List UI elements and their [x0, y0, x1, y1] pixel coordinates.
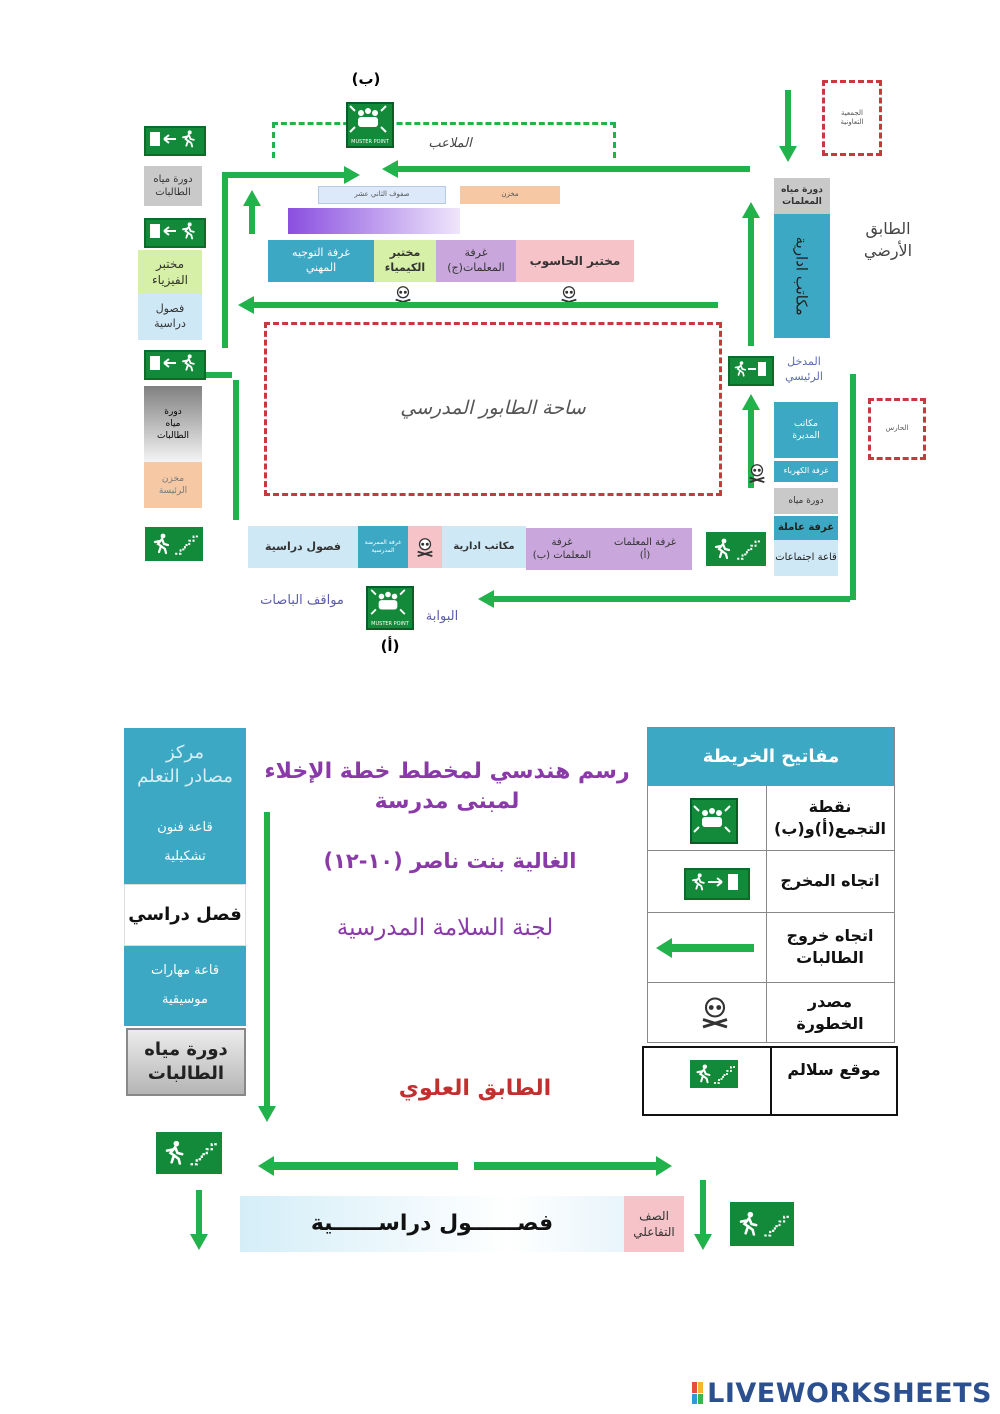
muster-text: MUSTER POINT — [351, 139, 389, 145]
exit-sign-icon — [144, 126, 206, 156]
stairs-icon — [156, 1132, 222, 1174]
legend-divider — [766, 786, 767, 1042]
legend-label-muster: نقطة التجمع(أ)و(ب) — [774, 797, 886, 838]
stairs-icon — [145, 527, 203, 561]
upper-classes: فصــــــول دراســــــية — [240, 1196, 624, 1252]
route-line — [748, 216, 754, 346]
upper-music: قاعة مهارات موسيقية — [124, 946, 246, 1026]
room-teachers-a: غرفة المعلمات (أ) — [598, 528, 692, 570]
route-line — [396, 166, 750, 172]
guard-box: الحارس — [868, 398, 926, 460]
skull-icon — [746, 462, 768, 484]
route-line — [492, 596, 850, 602]
arrow-left-icon — [382, 160, 398, 178]
room-head-store: مخزن الرئيسة — [144, 462, 202, 508]
route-line — [700, 1180, 706, 1236]
room-teachers-c: غرفة المعلمات(ج) — [436, 240, 516, 282]
room-career: غرفة التوجيه المهني — [268, 240, 374, 282]
assembly-yard: ساحة الطابور المدرسي — [264, 322, 722, 496]
route-line — [264, 812, 270, 1108]
fields-label: الملاعب — [428, 136, 472, 152]
room-principal: مكاتب المديرة — [774, 402, 838, 458]
room-computer: مختبر الحاسوب — [516, 240, 634, 282]
room-electric: غرفة الكهرباء — [774, 460, 838, 482]
room-admin-bottom: مكاتب ادارية — [442, 526, 526, 568]
arrow-up-icon — [742, 202, 760, 218]
upper-lrc-title: مركز مصادر التعلم — [124, 728, 246, 802]
title-line1: رسم هندسي لمخطط خطة الإخلاء لمبنى مدرسة — [264, 759, 630, 814]
room-toilet: دورة مياه — [774, 488, 838, 514]
room-toilet-teachers: دورة مياه المعلمات — [774, 178, 830, 214]
muster-point-icon — [690, 798, 738, 844]
route-line — [474, 1162, 658, 1170]
stairs-icon — [730, 1202, 794, 1246]
legend-header: مفاتيح الخريطة — [648, 728, 894, 786]
exit-sign-icon — [144, 350, 206, 380]
stairs-icon — [706, 532, 766, 566]
muster-point-a-label: (أ) — [380, 636, 400, 655]
exit-sign-icon — [728, 356, 774, 386]
muster-text: MUSTER POINT — [371, 621, 409, 627]
title-line3: لجنة السلامة المدرسية — [336, 915, 554, 942]
main-entrance-label: المدخل الرئيسي — [785, 355, 823, 383]
arrow-right-icon — [344, 166, 360, 184]
legend-label-hazard: مصدر الخطورة — [796, 992, 864, 1033]
arrow-down-icon — [694, 1234, 712, 1250]
room-grade12: صفوف الثاني عشر — [318, 186, 446, 204]
route-line — [222, 172, 228, 348]
legend-label-stairs: موقع سلالم — [787, 1060, 881, 1080]
brand-logo — [692, 1378, 992, 1408]
route-line — [233, 380, 239, 520]
room-teachers-b: غرفة المعلمات (ب) — [526, 528, 598, 570]
muster-point-b-label: (ب) — [351, 69, 381, 88]
title-line2: الغالية بنت ناصر (١٠-١٢) — [323, 848, 577, 873]
upper-toilet: دورة مياه الطالبات — [126, 1028, 246, 1096]
arrow-left-icon — [238, 296, 254, 314]
room-store: مخزن — [460, 186, 560, 204]
arrow-left-icon — [258, 1156, 274, 1176]
upper-interactive: الصف التفاعلي — [624, 1196, 684, 1252]
arrow-left-icon — [478, 590, 494, 608]
legend-divider — [648, 850, 894, 851]
arrow-up-icon — [742, 394, 760, 410]
arrow-down-icon — [190, 1234, 208, 1250]
brand-icon — [692, 1382, 703, 1404]
route-line — [252, 302, 718, 308]
room-chem: مختبر الكيمياء — [374, 240, 436, 282]
route-line — [206, 372, 232, 378]
arrow-down-icon — [779, 146, 797, 162]
gate-label: البوابة — [425, 609, 459, 625]
room-classrooms-left: فصول دراسية — [138, 294, 202, 340]
room-toilet-students-top: دورة مياه الطالبات — [144, 166, 202, 206]
room-clinic: غرفة الممرضة المدرسية — [358, 526, 408, 568]
route-line — [672, 944, 754, 952]
room-toilet-students-left: دورة مياه الطالبات — [144, 386, 202, 462]
admin-right-label: مكاتب ادارية — [793, 236, 812, 316]
exit-sign-icon — [144, 218, 206, 248]
arrow-left-icon — [656, 938, 672, 958]
route-line — [785, 90, 791, 150]
brand-name: LIVEWORKSHEETS — [707, 1377, 992, 1409]
arrow-up-icon — [243, 190, 261, 206]
stairs-icon — [690, 1060, 738, 1088]
legend-divider — [648, 982, 894, 983]
legend-label-route: اتجاه خروج الطالبات — [786, 926, 874, 967]
exit-sign-icon — [684, 868, 750, 900]
room-physics: مختبر الفيزياء — [138, 250, 202, 294]
decorative-bar — [288, 208, 460, 234]
arrow-down-icon — [258, 1106, 276, 1122]
legend-label-exit: اتجاه المخرج — [780, 871, 880, 891]
arrow-right-icon — [656, 1156, 672, 1176]
route-line — [196, 1190, 202, 1236]
room-classrooms-bottom: فصول دراسية — [248, 526, 358, 568]
route-line — [850, 374, 856, 600]
cooperative-box: الجمعية التعاونية — [822, 80, 882, 156]
muster-point-icon — [346, 102, 394, 148]
ground-floor-label: الطابق الأرضي — [863, 219, 913, 260]
upper-arts: قاعة فنون تشكيلية — [124, 802, 246, 884]
skull-icon — [696, 994, 734, 1030]
route-line — [222, 172, 346, 178]
room-meeting: قاعة اجتماعات — [774, 540, 838, 576]
skull-icon — [414, 536, 436, 558]
muster-point-icon — [366, 586, 414, 630]
upper-classroom: فصل دراسي — [124, 884, 246, 946]
route-line — [272, 1162, 458, 1170]
room-workers: غرفة عاملة — [774, 516, 838, 540]
legend-divider — [648, 912, 894, 913]
room-admin-right — [774, 214, 830, 338]
upper-floor-title: الطابق العلوي — [398, 1076, 552, 1102]
bus-stop-label: مواقف الباصات — [260, 593, 344, 609]
